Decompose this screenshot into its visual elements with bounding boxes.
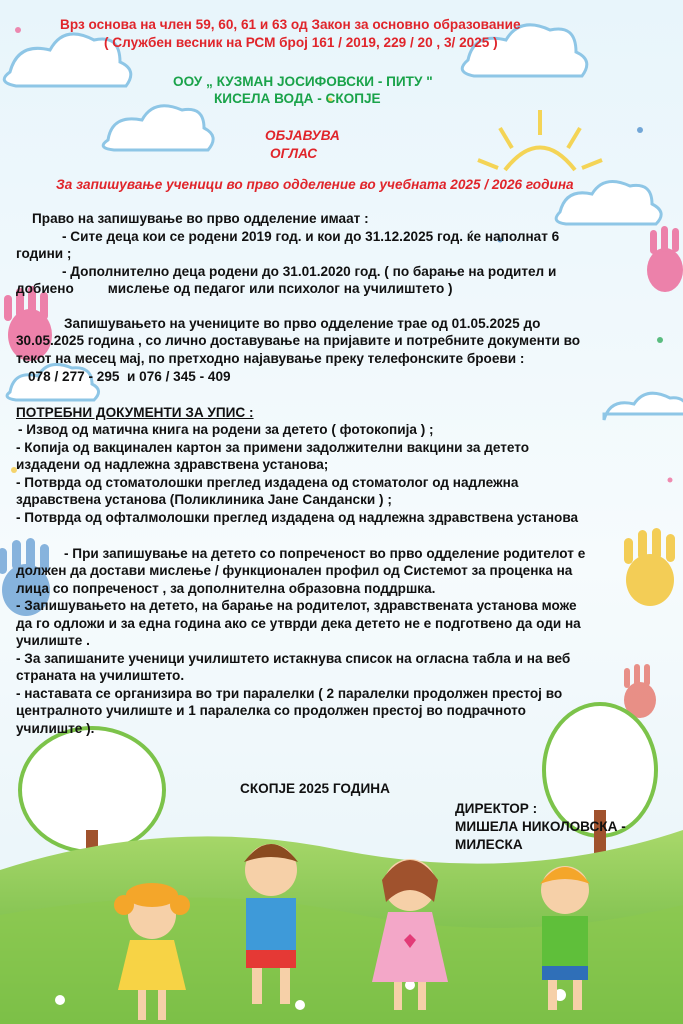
enrollment-line: текот на месец мај, по претходно најавување преку телефонските броеви : <box>16 351 525 366</box>
note-line: - Запишувањето на детето, на барање на родителот, здравствената установа може <box>16 598 577 613</box>
eligibility-line: добиено мислење од педагог или психолог на училиштето ) <box>16 281 453 296</box>
announcement-subject: За запишување ученици во прво одделение во учебната 2025 / 2026 година <box>56 177 574 192</box>
document-item: - Извод од матична книга на родени за детето ( фотокопија ) ; <box>18 422 434 437</box>
documents-title: ПОТРЕБНИ ДОКУМЕНТИ ЗА УПИС : <box>16 405 254 420</box>
note-line: да го одложи и за една година ако се утврди дека детето не е подготвено да оди на <box>16 616 581 631</box>
document-item: здравствена установа (Поликлиника Јане Сандански ) ; <box>16 492 392 507</box>
document-item: - Потврда од стоматолошки преглед издадена од стоматолог од надлежна <box>16 475 519 490</box>
school-location: КИСЕЛА ВОДА - СКОПЈЕ <box>214 91 381 106</box>
law-reference-line1: Врз основа на член 59, 60, 61 и 63 од Закон за основно образование <box>60 17 521 32</box>
announces-heading: ОБЈАВУВА <box>265 128 340 143</box>
note-line: страната на училиштето. <box>16 668 185 683</box>
document-item: - Потврда од офталмолошки преглед издадена од надлежна здравствена установа <box>16 510 579 525</box>
director-title: ДИРЕКТОР : <box>455 801 538 816</box>
note-line: лица со попреченост , за дополнителна образовна поддршка. <box>16 581 436 596</box>
enrollment-line: 30.05.2025 година , со лично доставување на пријавите и потребните документи во <box>16 333 581 348</box>
note-line: - За запишаните ученици училиштето истакнува список на огласна табла и на веб <box>16 651 571 666</box>
director-name: МИЛЕСКА <box>455 837 523 852</box>
law-reference-line2: ( Службен весник на РСМ број 161 / 2019, 229 / 20 , 3/ 2025 ) <box>104 35 498 50</box>
document-item: издадени од надлежна здравствена установа; <box>16 457 329 472</box>
eligibility-line: години ; <box>16 246 72 261</box>
eligibility-line: - Дополнително деца родени до 31.01.2020 год. ( по барање на родител и <box>62 264 557 279</box>
note-line: училиште . <box>16 633 90 648</box>
enrollment-line: Запишувањето на учениците во прво одделение трае од 01.05.2025 до <box>64 316 541 331</box>
note-line: централното училиште и 1 паралелка со продолжен престој во подрачното <box>16 703 526 718</box>
director-name: МИШЕЛА НИКОЛОВСКА - <box>455 819 626 834</box>
note-line: - наставата се организира во три паралелки ( 2 паралелки продолжен престој во <box>16 686 563 701</box>
place-year: СКОПЈЕ 2025 ГОДИНА <box>240 781 390 796</box>
phone-numbers: 078 / 277 - 295 и 076 / 345 - 409 <box>28 369 231 384</box>
note-line: должен да достави мислење / функционален профил од Системот за проценка на <box>16 563 573 578</box>
note-line: - При запишување на детето со попреченост во прво одделение родителот е <box>64 546 586 561</box>
school-name: ООУ „ КУЗМАН ЈОСИФОВСКИ - ПИТУ " <box>173 74 433 89</box>
document-item: - Копија од вакцинален картон за примени задолжителни вакцини за детето <box>16 440 530 455</box>
eligibility-line: - Сите деца кои се родени 2019 год. и кои до 31.12.2025 год. ќе наполнат 6 <box>62 229 560 244</box>
note-line: училиште ). <box>16 721 95 736</box>
eligibility-line: Право на запишување во прво одделение имаат : <box>32 211 369 226</box>
ad-heading: ОГЛАС <box>270 146 318 161</box>
